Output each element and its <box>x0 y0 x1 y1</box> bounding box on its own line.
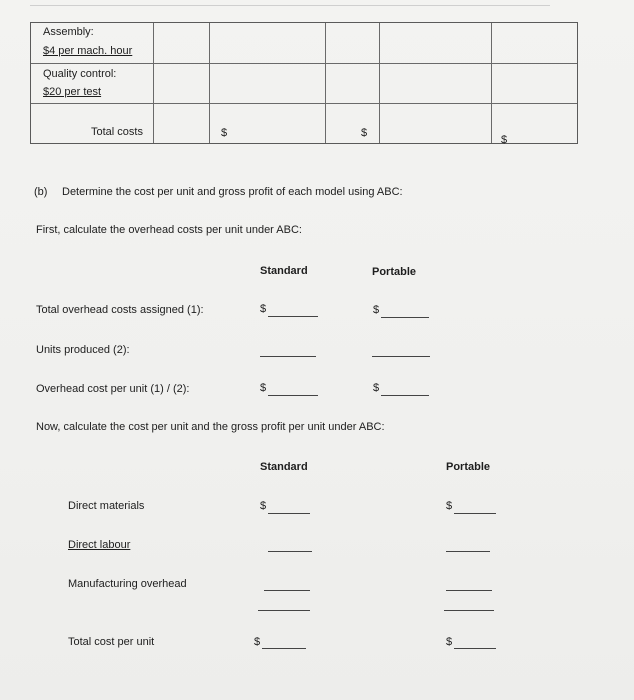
table-row-divider <box>31 103 577 104</box>
total-costs-dollar: $ <box>501 134 508 146</box>
dollar-sign: $ <box>260 500 267 512</box>
table-column-divider <box>153 23 154 143</box>
table-column-divider <box>325 23 326 143</box>
dollar-sign: $ <box>260 303 267 315</box>
dollar-sign: $ <box>373 304 380 316</box>
subtotal-rule <box>444 610 494 611</box>
table-column-divider <box>379 23 380 143</box>
total-costs-dollar: $ <box>361 127 368 139</box>
table-row-divider <box>31 63 577 64</box>
answer-blank[interactable] <box>262 648 306 649</box>
answer-blank[interactable] <box>268 316 318 317</box>
assembly-label: Assembly: <box>43 26 94 38</box>
answer-blank[interactable] <box>268 551 312 552</box>
dollar-sign: $ <box>446 500 453 512</box>
dollar-sign: $ <box>254 636 261 648</box>
column-header-portable: Portable <box>372 266 417 278</box>
table-column-divider <box>491 23 492 143</box>
total-costs-label: Total costs <box>91 126 143 138</box>
answer-blank[interactable] <box>268 395 318 396</box>
answer-blank[interactable] <box>446 551 490 552</box>
quality-control-rate: $20 per test <box>43 86 102 98</box>
total-costs-dollar: $ <box>221 127 228 139</box>
answer-blank[interactable] <box>372 356 430 357</box>
dollar-sign: $ <box>260 382 267 394</box>
dollar-sign: $ <box>373 382 380 394</box>
direct-labour-label: Direct labour <box>68 539 131 551</box>
column-header-standard: Standard <box>260 265 308 277</box>
now-instruction: Now, calculate the cost per unit and the gross profit per unit under ABC: <box>36 421 385 433</box>
total-overhead-label: Total overhead costs assigned (1): <box>36 304 204 316</box>
answer-blank[interactable] <box>381 317 429 318</box>
direct-materials-label: Direct materials <box>68 500 145 512</box>
assembly-rate: $4 per mach. hour <box>43 45 133 57</box>
overhead-per-unit-label: Overhead cost per unit (1) / (2): <box>36 383 190 395</box>
cost-table <box>30 22 578 144</box>
answer-blank[interactable] <box>268 513 310 514</box>
answer-blank[interactable] <box>454 648 496 649</box>
table-column-divider <box>209 23 210 143</box>
answer-blank[interactable] <box>454 513 496 514</box>
dollar-sign: $ <box>446 636 453 648</box>
first-instruction: First, calculate the overhead costs per unit under ABC: <box>36 224 302 236</box>
answer-blank[interactable] <box>264 590 310 591</box>
column-header-standard: Standard <box>260 461 308 473</box>
part-b-instruction: Determine the cost per unit and gross profit of each model using ABC: <box>62 186 403 198</box>
total-cost-per-unit-label: Total cost per unit <box>68 636 155 648</box>
answer-blank[interactable] <box>381 395 429 396</box>
part-b-prefix: (b) <box>34 186 48 198</box>
units-produced-label: Units produced (2): <box>36 344 130 356</box>
column-header-portable: Portable <box>446 461 491 473</box>
answer-blank[interactable] <box>446 590 492 591</box>
answer-blank[interactable] <box>260 356 316 357</box>
manufacturing-overhead-label: Manufacturing overhead <box>68 578 187 590</box>
subtotal-rule <box>258 610 310 611</box>
quality-control-label: Quality control: <box>43 68 117 80</box>
top-rule <box>30 5 550 6</box>
